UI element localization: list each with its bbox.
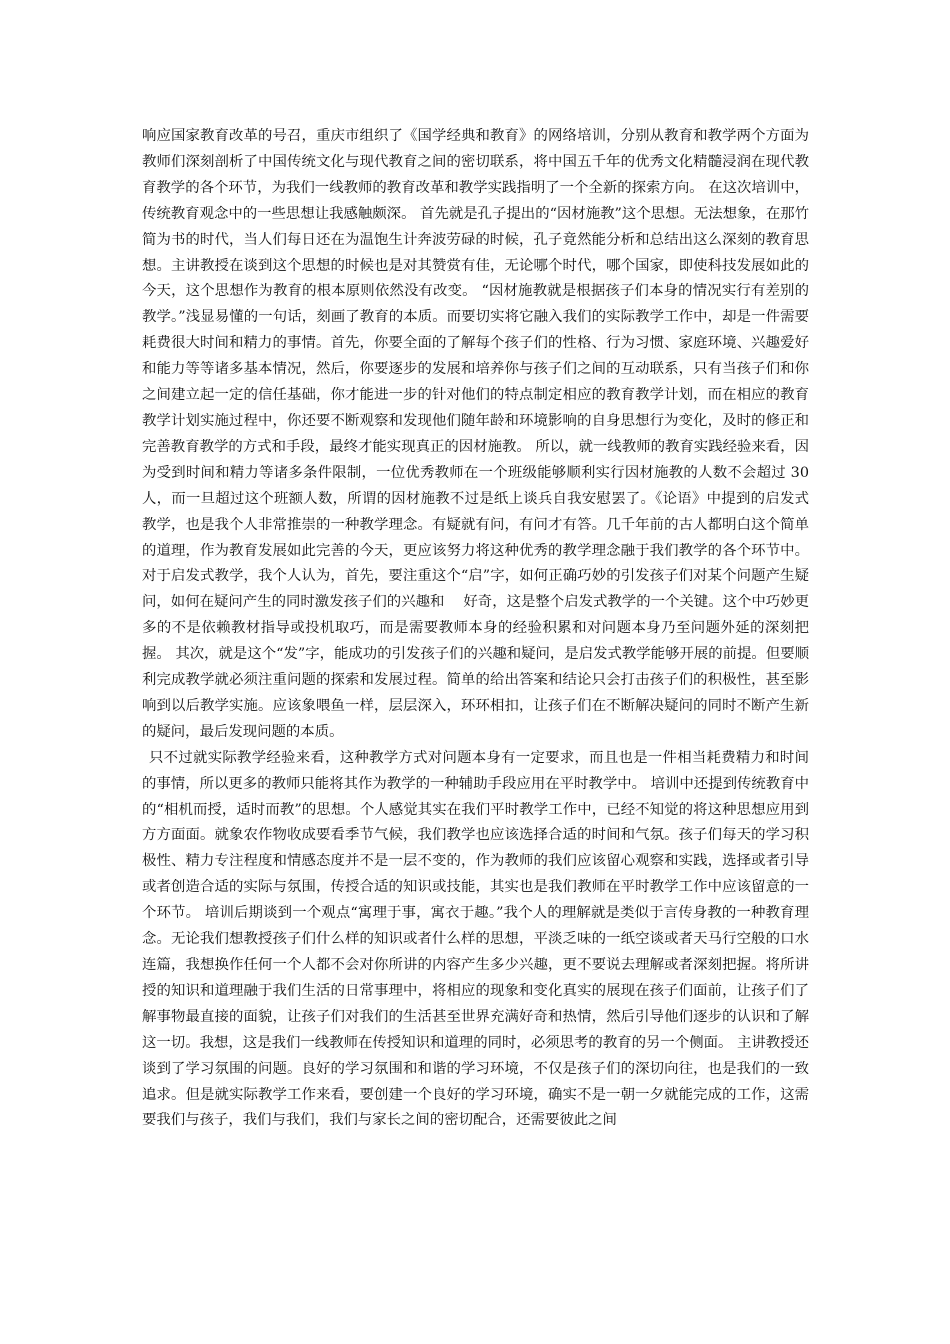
body-paragraph-2: 只不过就实际教学经验来看，这种教学方式对问题本身有一定要求，而且也是一件相当耗费精力和时间的事情，所以更多的教师只能将其作为教学的一种辅助手段应用在平时教学中。 培训中还提到传统教育中的“相机而授，适时而教”的思想。个人感觉其实在我们平时教学工作中，已经不知觉的将这种思想应用到方方面面。就象农作物收成要看季节气候，我们教学也应该选择合适的时间和气氛。孩子们每天的学习积极性、精力专注程度和情感态度并不是一层不变的，作为教师的我们应该留心观察和实践，选择或者引导或者创造合适的实际与氛围，传授合适的知识或技能，其实也是我们教师在平时教学工作中应该留意的一个环节。 培训后期谈到一个观点“寓理于事，寓衣于趣。”我个人的理解就是类似于言传身教的一种教育理念。无论我们想教授孩子们什么样的知识或者什么样的思想，平淡乏味的一纸空谈或者天马行空般的口水连篇，我想换作任何一个人都不会对你所讲的内容产生多少兴趣，更不要说去理解或者深刻把握。将所讲授的知识和道理融于我们生活的日常事理中，将相应的现象和变化真实的展现在孩子们面前，让孩子们了解事物最直接的面貌，让孩子们对我们的生活甚至世界充满好奇和热情，然后引导他们逐步的认识和了解这一切。我想，这是我们一线教师在传授知识和道理的同时，必须思考的教育的另一个侧面。 主讲教授还谈到了学习氛围的问题。良好的学习氛围和和谐的学习环境，不仅是孩子们的深切向往，也是我们的一致追求。但是就实际教学工作来看，要创建一个良好的学习环境，确实不是一朝一夕就能完成的工作，这需要我们与孩子，我们与我们，我们与家长之间的密切配合，还需要彼此之间 [142,749,809,1129]
body-paragraph-1: 响应国家教育改革的号召，重庆市组织了《国学经典和教育》的网络培训，分别从教育和教学两个方面为教师们深刻剖析了中国传统文化与现代教育之间的密切联系，将中国五千年的优秀文化精髓浸润在现代教育教学的各个环节，为我们一线教师的教育改革和教学实践指明了一个全新的探索方向。 在这次培训中，传统教育观念中的一些思想让我感触颇深。 首先就是孔子提出的“因材施教”这个思想。无法想象，在那竹简为书的时代，当人们每日还在为温饱生计奔波劳碌的时候，孔子竟然能分析和总结出这么深刻的教育思想。主讲教授在谈到这个思想的时候也是对其赞赏有佳，无论哪个时代，哪个国家，即使科技发展如此的今天，这个思想作为教育的根本原则依然没有改变。 “因材施教就是根据孩子们本身的情况实行有差别的教学。”浅显易懂的一句话，刻画了教育的本质。而要切实将它融入我们的实际教学工作中，却是一件需要耗费很大时间和精力的事情。首先，你要全面的了解每个孩子们的性格、行为习惯、家庭环境、兴趣爱好和能力等等诸多基本情况，然后，你要逐步的发展和培养你与孩子们之间的互动联系，只有当孩子们和你之间建立起一定的信任基础，你才能进一步的针对他们的特点制定相应的教育教学计划，而在相应的教育教学计划实施过程中，你还要不断观察和发现他们随年龄和环境影响的自身思想行为变化，及时的修正和完善教育教学的方式和手段，最终才能实现真正的因材施教。 所以，就一线教师的教育实践经验来看，因为受到时间和精力等诸多条件限制，一位优秀教师在一个班级能够顺利实行因材施教的人数不会超过 30 人，而一旦超过这个班额人数，所谓的因材施教不过是纸上谈兵自我安慰罢了。《论语》中提到的启发式教学，也是我个人非常推崇的一种教学理念。有疑就有问，有问才有答。几千年前的古人都明白这个简单的道理，作为教育发展如此完善的今天，更应该努力将这种优秀的教学理念融于我们教学的各个环节中。 对于启发式教学，我个人认为，首先，要注重这个“启”字，如何正确巧妙的引发孩子们对某个问题产生疑问，如何在疑问产生的同时激发孩子们的兴趣和 好奇，这是整个启发式教学的一个关键。这个中巧妙更多的不是依赖教材指导或投机取巧，而是需要教师本身的经验积累和对问题本身乃至问题外延的深刻把握。 其次，就是这个“发”字，能成功的引发孩子们的兴趣和疑问，是启发式教学能够开展的前提。但要顺利完成教学就必须注重问题的探索和发展过程。简单的给出答案和结论只会打击孩子们的积极性，甚至影响到以后教学实施。应该象喂鱼一样，层层深入，环环相扣，让孩子们在不断解决疑问的同时不断产生新的疑问，最后发现问题的本质。 [142,128,809,740]
document-body [142,124,809,1134]
